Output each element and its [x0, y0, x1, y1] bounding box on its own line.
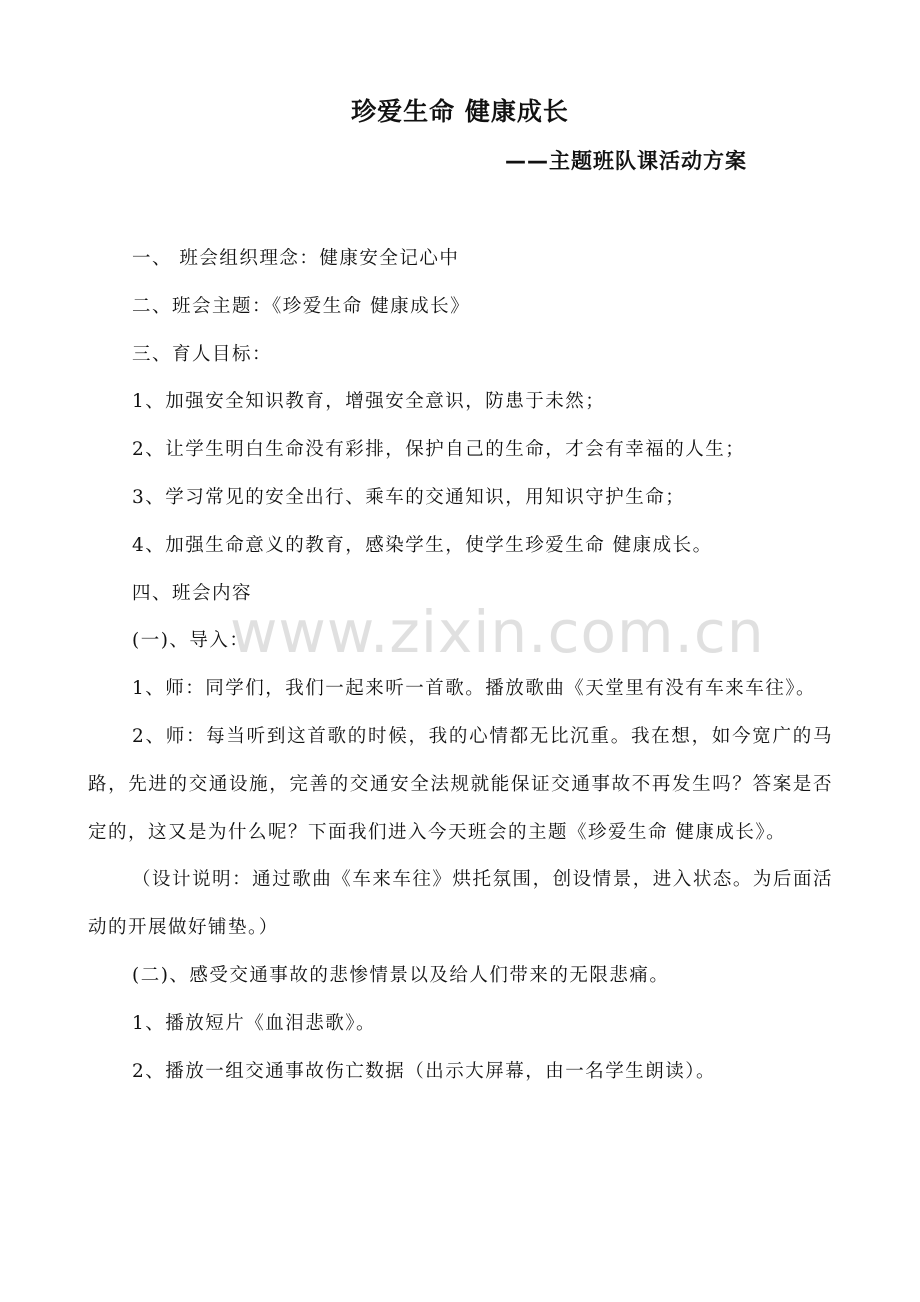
paragraph-theme: 二、班会主题：《珍爱生命 健康成长》: [132, 295, 471, 317]
paragraph-goal-3: 3、学习常见的安全出行、乘车的交通知识，用知识守护生命；: [132, 486, 686, 508]
document-title: 珍爱生命 健康成长: [351, 97, 569, 126]
paragraph-section-2-heading: (二)、感受交通事故的悲惨情景以及给人们带来的无限悲痛。: [132, 964, 670, 986]
paragraph-intro-1: 1、师：同学们，我们一起来听一首歌。播放歌曲《天堂里有没有车来车往》。: [132, 678, 817, 700]
document-subtitle: ——主题班队课活动方案: [505, 149, 747, 173]
watermark-text: www.zixin.com.cn: [230, 598, 765, 666]
document-body: [88, 235, 833, 1095]
paragraph-intro-2: 2、师：每当听到这首歌的时候，我的心情都无比沉重。我在想，如今宽广的马路，先进的交通设施，完善的交通安全法规就能保证交通事故不再发生吗？答案是否定的，这又是为什么呢？下面我们进入今天班会的主题《珍爱生命 健康成长》。: [88, 725, 833, 843]
paragraph-goals-heading: 三、育人目标：: [132, 343, 273, 365]
paragraph-section-2-item-1: 1、播放短片《血泪悲歌》。: [132, 1012, 377, 1034]
paragraph-goal-1: 1、加强安全知识教育，增强安全意识，防患于未然；: [132, 391, 606, 413]
paragraph-design-note: （设计说明：通过歌曲《车来车往》烘托氛围，创设情景，进入状态。为后面活动的开展做好铺垫。）: [88, 869, 833, 939]
paragraph-section-2-item-2: 2、播放一组交通事故伤亡数据（出示大屏幕，由一名学生朗读）。: [132, 1060, 717, 1082]
paragraph-content-heading: 四、班会内容: [132, 582, 253, 604]
paragraph-goal-4: 4、加强生命意义的教育，感染学生，使学生珍爱生命 健康成长。: [132, 534, 713, 556]
paragraph-concept: 一、 班会组织理念：健康安全记心中: [132, 248, 460, 269]
paragraph-goal-2: 2、让学生明白生命没有彩排，保护自己的生命，才会有幸福的人生；: [132, 439, 746, 461]
paragraph-intro-heading: (一)、导入：: [132, 630, 250, 652]
